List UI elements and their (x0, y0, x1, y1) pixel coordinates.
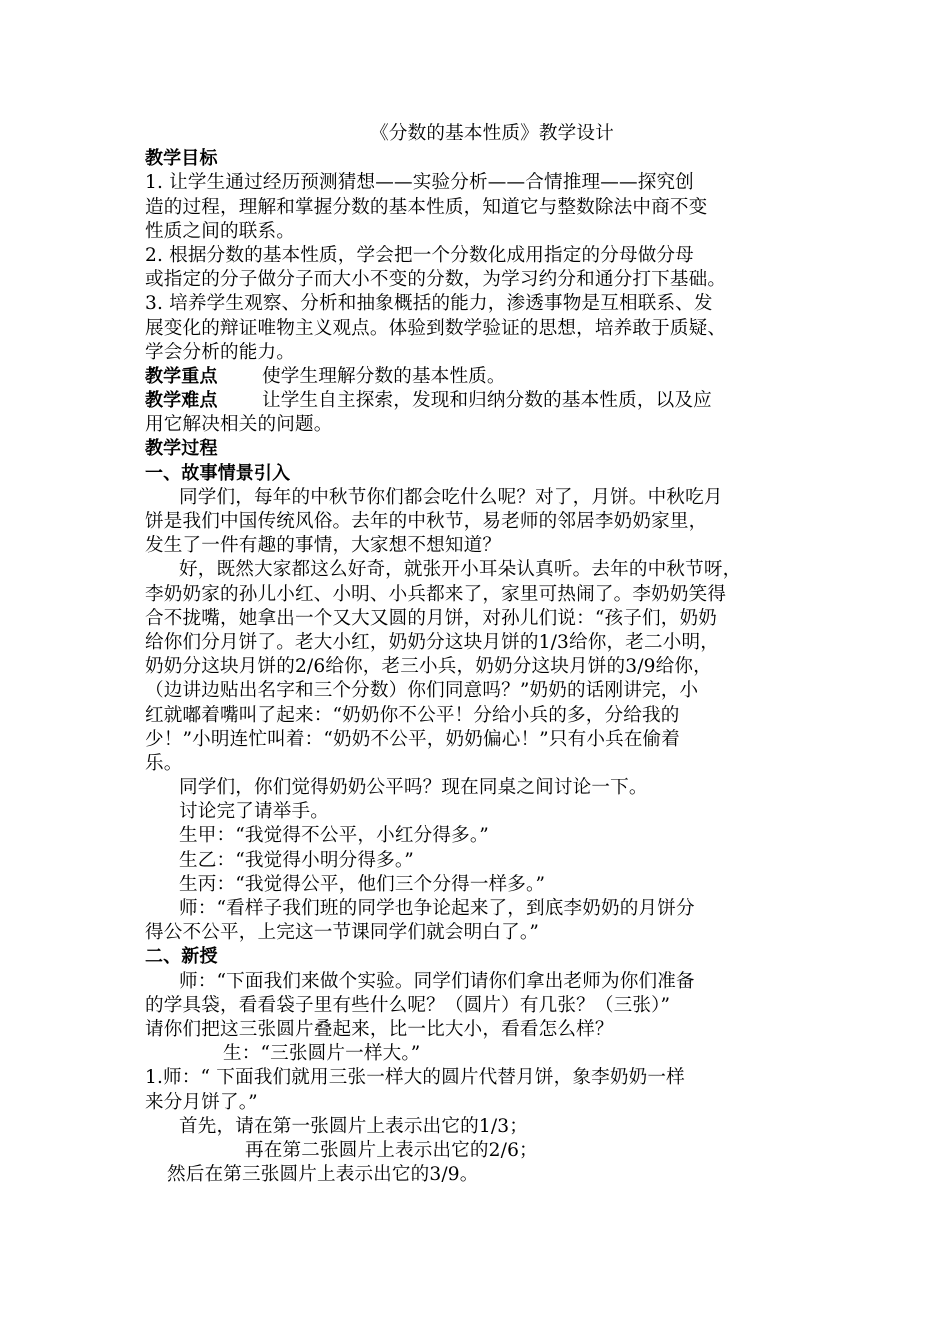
section1-heading: 一、故事情景引入 (145, 462, 291, 484)
paragraph-line: 乐。 (145, 752, 183, 774)
difficulty-label: 教学难点 (145, 390, 218, 412)
goals-line: 1. 让学生通过经历预测猜想——实验分析——合情推理——探究创 (145, 172, 694, 194)
paragraph-line: 请你们把这三张圆片叠起来，比一比大小，看看怎么样？ (145, 1018, 614, 1040)
paragraph-line: 好，既然大家都这么好奇，就张开小耳朵认真听。去年的中秋节呀， (179, 559, 742, 581)
paragraph-line: 1.师：“ 下面我们就用三张一样大的圆片代替月饼，象李奶奶一样 (145, 1067, 685, 1089)
paragraph-line: 奶奶分这块月饼的2/6给你，老三小兵，奶奶分这块月饼的3/9给你， (145, 656, 712, 678)
dialogue-line: 生丙：“我觉得公平，他们三个分得一样多。” (179, 873, 546, 895)
dialogue-line: 生甲：“我觉得不公平，小红分得多。” (179, 825, 489, 847)
section2-heading: 二、新授 (145, 946, 218, 968)
paragraph-line: 少！”小明连忙叫着：“奶奶不公平，奶奶偏心！”只有小兵在偷着 (145, 728, 681, 750)
paragraph-line: 然后在第三张圆片上表示出它的3/9。 (167, 1164, 479, 1186)
difficulty-continued: 用它解决相关的问题。 (145, 414, 333, 436)
goals-line: 2. 根据分数的基本性质，学会把一个分数化成用指定的分母做分母 (145, 244, 694, 266)
paragraph-line: 再在第二张圆片上表示出它的2/6； (245, 1139, 538, 1161)
paragraph-line: （边讲边贴出名字和三个分数）你们同意吗？”奶奶的话刚讲完，小 (145, 680, 699, 702)
difficulty (145, 389, 825, 413)
dialogue-line: 生乙：“我觉得小明分得多。” (179, 849, 414, 871)
paragraph-line: 发生了一件有趣的事情，大家想不想知道？ (145, 535, 502, 557)
document-page (145, 122, 825, 1187)
goals-line: 展变化的辩证唯物主义观点。体验到数学验证的思想，培养敢于质疑、 (145, 317, 727, 339)
difficulty-text: 让学生自主探索，发现和归纳分数的基本性质，以及应 (262, 390, 712, 412)
dialogue-line: 生：“三张圆片一样大。” (223, 1043, 421, 1065)
paragraph-line: 讨论完了请举手。 (179, 801, 329, 823)
paragraph-line: 首先，请在第一张圆片上表示出它的1/3； (179, 1115, 529, 1137)
paragraph-line: 的学具袋，看看袋子里有些什么呢？（圆片）有几张？（三张）” (145, 994, 671, 1016)
dialogue-line: 师：“看样子我们班的同学也争论起来了，到底李奶奶的月饼分 (179, 898, 695, 919)
process-heading: 教学过程 (145, 438, 218, 460)
key-point (145, 365, 825, 389)
key-point-text: 使学生理解分数的基本性质。 (262, 365, 506, 387)
paragraph-line: 红就嘟着嘴叫了起来：“奶奶你不公平！分给小兵的多，分给我的 (145, 704, 680, 726)
paragraph-line: 李奶奶家的孙儿小红、小明、小兵都来了，家里可热闹了。李奶奶笑得 (145, 583, 727, 605)
key-point-label: 教学重点 (145, 365, 218, 387)
paragraph-line: 给你们分月饼了。老大小红，奶奶分这块月饼的1/3给你，老二小明， (145, 631, 719, 653)
goals-line: 或指定的分子做分子而大小不变的分数，为学习约分和通分打下基础。 (145, 269, 727, 291)
paragraph-line: 同学们，你们觉得奶奶公平吗？现在同桌之间讨论一下。 (179, 777, 648, 799)
goals-heading: 教学目标 (145, 148, 218, 170)
paragraph-line: 合不拢嘴，她拿出一个又大又圆的月饼，对孙儿们说：“孩子们，奶奶 (145, 607, 717, 629)
goals-line: 性质之间的联系。 (145, 220, 295, 242)
paragraph-line: 饼是我们中国传统风俗。去年的中秋节，易老师的邻居李奶奶家里， (145, 511, 708, 532)
goals-line: 3. 培养学生观察、分析和抽象概括的能力，渗透事物是互相联系、发 (145, 293, 713, 315)
paragraph-line: 同学们，每年的中秋节你们都会吃什么呢？对了，月饼。中秋吃月 (179, 486, 723, 508)
goals-line: 学会分析的能力。 (145, 341, 295, 363)
paragraph-line: 来分月饼了。” (145, 1091, 258, 1113)
paragraph-line: 师：“下面我们来做个实验。同学们请你们拿出老师为你们准备 (179, 970, 695, 992)
document-title: 《分数的基本性质》教学设计 (370, 123, 614, 144)
goals-line: 造的过程，理解和掌握分数的基本性质，知道它与整数除法中商不变 (145, 196, 708, 218)
dialogue-line: 得公不公平，上完这一节课同学们就会明白了。” (145, 922, 539, 944)
